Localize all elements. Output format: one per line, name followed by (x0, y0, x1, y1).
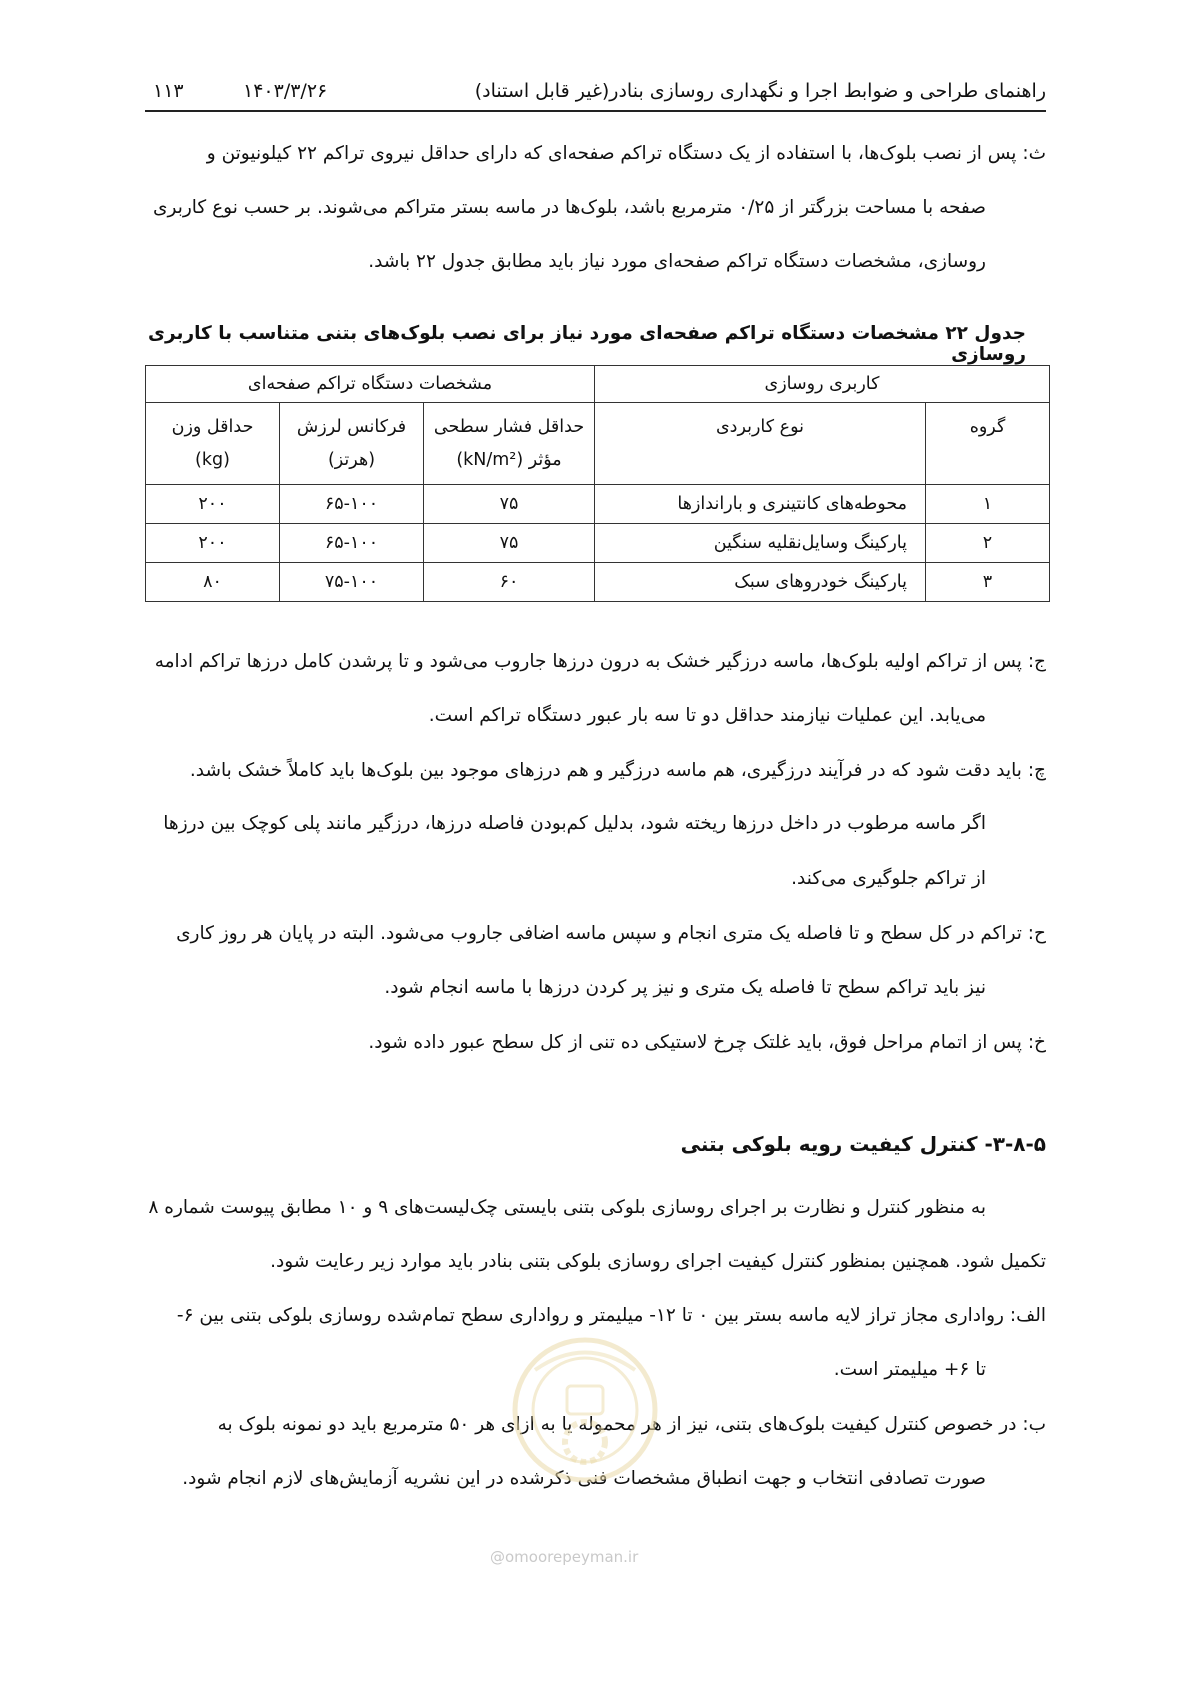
col-header-group: گروه (926, 403, 1050, 485)
table-caption: جدول ۲۲ مشخصات دستگاه تراکم صفحه‌ای مورد نیاز برای نصب بلوک‌های بتنی متناسب با کاربری روسازی (148, 323, 1026, 365)
col-header-weight-line-2: (kg) (195, 450, 230, 470)
cell-pressure: ۷۵ (424, 485, 595, 524)
paragraph-alef-line-2: تا ۶+ میلیمتر است. (833, 1359, 986, 1380)
page-number: ۱۱۳ (153, 80, 184, 102)
watermark-text: @omoorepeyman.ir (490, 1548, 639, 1566)
paragraph-jim-line-1: ج: پس از تراکم اولیه بلوک‌ها، ماسه درزگیر خشک به درون درزها جاروب می‌شود و تا پرشدن کامل درزها تراکم ادامه (154, 651, 1046, 672)
cell-type: محوطه‌های کانتینری و بارانداز‌ها (595, 485, 926, 524)
table-row (146, 485, 1050, 524)
col-header-weight-line-1: حداقل وزن (171, 417, 254, 437)
cell-group: ۱ (926, 485, 1050, 524)
paragraph-tha-line-1: ث: پس از نصب بلوک‌ها، با استفاده از یک دستگاه تراکم صفحه‌ای که دارای حداقل نیروی تراکم ۲۲ کیلونیوتن و (206, 143, 1046, 164)
table-column-header-row (146, 403, 1050, 485)
cell-frequency: ۷۵-۱۰۰ (280, 563, 424, 602)
header-date: ۱۴۰۳/۳/۲۶ (243, 80, 328, 102)
group-header-device: مشخصات دستگاه تراکم صفحه‌ای (146, 366, 595, 403)
header-title: راهنمای طراحی و ضوابط اجرا و نگهداری روسازی بنادر(غیر قابل استناد) (474, 80, 1046, 102)
cell-weight: ۸۰ (146, 563, 280, 602)
col-header-pressure-line-2: مؤثر (kN/m²) (456, 450, 562, 470)
cell-weight: ۲۰۰ (146, 485, 280, 524)
cell-group: ۲ (926, 524, 1050, 563)
table-row (146, 563, 1050, 602)
page-header (145, 76, 1046, 112)
paragraph-jim-line-2: می‌یابد. این عملیات نیازمند حداقل دو تا سه بار عبور دستگاه تراکم است. (428, 705, 986, 726)
paragraph-he-line-1: ح: تراکم در کل سطح و تا فاصله یک متری انجام و سپس ماسه اضافی جاروب می‌شود. البته در پایان هر روز کاری (176, 923, 1046, 944)
paragraph-be-line-1: ب: در خصوص کنترل کیفیت بلوک‌های بتنی، نیز از هر محموله یا به ازای هر ۵۰ مترمربع باید دو نمونه بلوک به (217, 1414, 1046, 1435)
table-group-header-row (146, 366, 1050, 403)
omoore-peyman-seal-logo-icon (505, 1330, 665, 1505)
cell-pressure: ۶۰ (424, 563, 595, 602)
cell-pressure: ۷۵ (424, 524, 595, 563)
col-header-frequency-line-2: (هرتز) (327, 450, 376, 470)
col-header-weight (146, 403, 280, 485)
col-header-frequency (280, 403, 424, 485)
cell-type: پارکینگ وسایل‌نقلیه سنگین (595, 524, 926, 563)
col-header-type: نوع کاربردی (595, 403, 926, 485)
compactor-spec-table (145, 365, 1050, 602)
cell-frequency: ۶۵-۱۰۰ (280, 485, 424, 524)
paragraph-tha-line-2: صفحه با مساحت بزرگتر از ۰/۲۵ مترمربع باشد، بلوک‌ها در ماسه بستر متراکم می‌شوند. بر حسب نوع کاربری (153, 197, 986, 218)
paragraph-intro-line-1: به منظور کنترل و نظارت بر اجرای روسازی بلوکی بتنی بایستی چک‌لیست‌های ۹ و ۱۰ مطابق پیوست شماره ۸ (148, 1197, 986, 1218)
cell-group: ۳ (926, 563, 1050, 602)
table-row (146, 524, 1050, 563)
col-header-pressure (424, 403, 595, 485)
paragraph-alef-line-1: الف: رواداری مجاز تراز لایه ماسه بستر بین ۰ تا ۱۲- میلیمتر و رواداری سطح تمام‌شده روسازی بلوکی بتنی بین ۶- (176, 1305, 1046, 1326)
paragraph-intro-line-2: تکمیل شود. همچنین بمنظور کنترل کیفیت اجرای روسازی بلوکی بتنی بنادر باید موارد زیر رعایت شود. (270, 1251, 1046, 1272)
paragraph-tha-line-3: روسازی، مشخصات دستگاه تراکم صفحه‌ای مورد نیاز باید مطابق جدول ۲۲ باشد. (368, 251, 986, 272)
paragraph-che-line-3: از تراکم جلوگیری می‌کند. (791, 868, 986, 889)
cell-weight: ۲۰۰ (146, 524, 280, 563)
paragraph-he-line-2: نیز باید تراکم سطح تا فاصله یک متری و نیز پر کردن درزها با ماسه انجام شود. (384, 977, 986, 998)
col-header-pressure-line-1: حداقل فشار سطحی (433, 417, 585, 437)
cell-type: پارکینگ خودروهای سبک (595, 563, 926, 602)
col-header-frequency-line-1: فرکانس لرزش (296, 417, 407, 437)
paragraph-che-line-1: چ: باید دقت شود که در فرآیند درزگیری، هم ماسه درزگیر و هم درزهای موجود بین بلوک‌ها باید کاملاً خشک باشد. (189, 760, 1046, 781)
paragraph-be-line-2: صورت تصادفی انتخاب و جهت انطباق مشخصات فنی ذکرشده در این نشریه آزمایش‌های لازم انجام شود. (182, 1468, 986, 1489)
paragraph-che-line-2: اگر ماسه مرطوب در داخل درزها ریخته شود، بدلیل کم‌بودن فاصله درزها، درزگیر مانند پلی کوچک بین درزها (163, 813, 986, 834)
section-heading: ۳-۸-۵- کنترل کیفیت رویه بلوکی بتنی (680, 1132, 1046, 1156)
cell-frequency: ۶۵-۱۰۰ (280, 524, 424, 563)
group-header-usage: کاربری روسازی (595, 366, 1050, 403)
paragraph-khe: خ: پس از اتمام مراحل فوق، باید غلتک چرخ لاستیکی ده تنی از کل سطح عبور داده شود. (368, 1032, 1046, 1053)
